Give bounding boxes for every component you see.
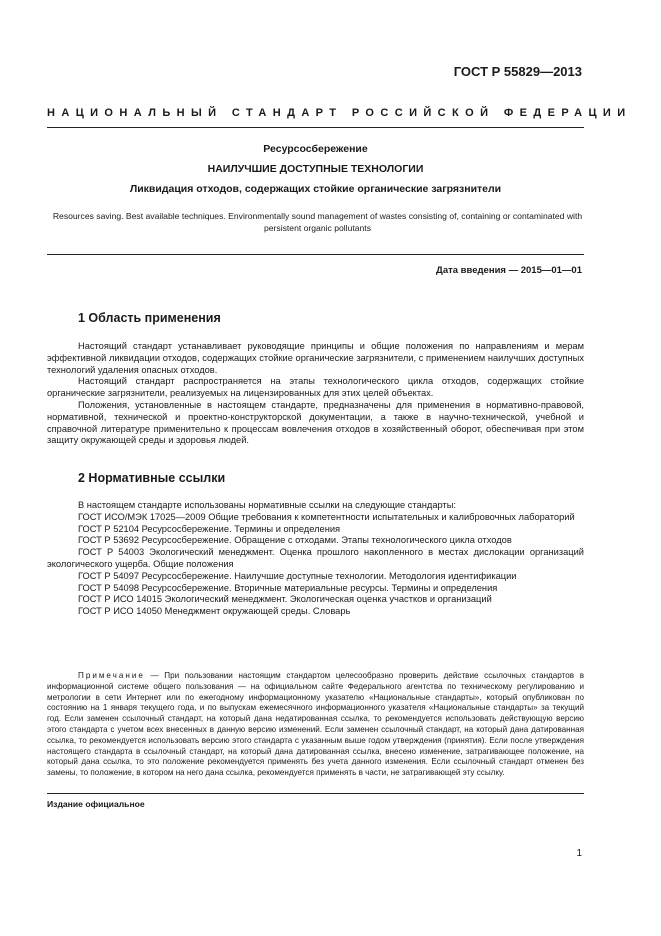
section-2-heading: 2 Нормативные ссылки xyxy=(78,471,226,485)
standard-code: ГОСТ Р 55829—2013 xyxy=(453,64,582,79)
section-1-paragraph: Настоящий стандарт устанавливает руководящие принципы и общие положения по направлениям и мерам эффективной ликвидации отходов, содержащих стойкие органические загрязнители, с применением наилучших доступных технологий удаления опасных отходов. xyxy=(47,341,584,375)
header-divider xyxy=(47,127,584,128)
title-line-2: НАИЛУЧШИЕ ДОСТУПНЫЕ ТЕХНОЛОГИИ xyxy=(207,163,424,175)
reference-item: ГОСТ Р 53692 Ресурсосбережение. Обращение с отходами. Этапы технологического цикла отходов xyxy=(78,535,512,546)
section-1-paragraph: Настоящий стандарт распространяется на этапы технологического цикла отходов, содержащих стойкие органические загрязнители, реализуемых на лицензированных для этих целей объектах. xyxy=(47,376,584,399)
references-intro: В настоящем стандарте использованы нормативные ссылки на следующие стандарты: xyxy=(78,500,457,510)
section-1-body xyxy=(47,341,584,447)
english-title: Resources saving. Best available techniques. Environmentally sound management of wastes consisting of, containing or contaminated with persistent organic pollutants xyxy=(52,211,583,233)
reference-item: ГОСТ Р ИСО 14015 Экологический менеджмент. Экологическая оценка участков и организаций xyxy=(78,594,492,605)
reference-item: ГОСТ ИСО/МЭК 17025—2009 Общие требования к компетентности испытательных и калибровочных лабораторий xyxy=(78,511,575,522)
reference-item: ГОСТ Р 52104 Ресурсосбережение. Термины и определения xyxy=(78,523,341,534)
note-text: — При пользовании настоящим стандартом целесообразно проверить действие ссылочных стандартов в информационной системе общего пользования — на официальном сайте Федерального агентства по техническому регулированию и метрологии в сети Интернет или по ежегодному информационному указателю «Национальные стандарты», который опубликован по состоянию на 1 января текущего года, и по выпускам ежемесячного информационного указателя «Национальные стандарты» за текущий год. Если заменен ссылочный стандарт, на который дана недатированная ссылка, то рекомендуется использовать действующую версию этого стандарта с учетом всех внесенных в данную версию изменений. Если заменен ссылочный стандарт, на который дана датированная ссылка, то рекомендуется использовать версию этого стандарта с указанным выше годом утверждения (принятия). Если после утверждения настоящего стандарта в ссылочный стандарт, на который дана датированная ссылка, внесено изменение, затрагивающее положение, на который дана ссылка, то это положение рекомендуется применять без учета данного изменения. Если ссылочный стандарт отменен без замены, то положение, в котором на него дана ссылка, рекомендуется применять в части, не затрагивающей эту ссылку. xyxy=(47,671,584,778)
title-divider xyxy=(47,254,584,255)
reference-item: ГОСТ Р 54003 Экологический менеджмент. Оценка прошлого накопленного в местах дислокации организаций экологического ущерба. Общие положения xyxy=(47,547,584,569)
references-note xyxy=(47,671,584,779)
page-number: 1 xyxy=(576,848,582,859)
reference-item: ГОСТ Р 54098 Ресурсосбережение. Вторичные материальные ресурсы. Термины и определения xyxy=(78,582,498,593)
title-line-3: Ликвидация отходов, содержащих стойкие органические загрязнители xyxy=(129,183,502,195)
official-edition-label: Издание официальное xyxy=(47,799,145,809)
section-2-body xyxy=(47,500,584,618)
introduction-date: Дата введения — 2015—01—01 xyxy=(436,265,582,276)
title-line-1: Ресурсосбережение xyxy=(263,143,368,155)
reference-item: ГОСТ Р ИСО 14050 Менеджмент окружающей среды. Словарь xyxy=(78,606,351,617)
footer-divider xyxy=(47,793,584,794)
section-1-paragraph: Положения, установленные в настоящем стандарте, предназначены для применения в нормативно-правовой, нормативной, технической и проектно-конструкторской документации, а также в научно-технической, учебной и справочной литературе применительно к процессам вовлечения отходов в хозяйственный оборот, обеспечивая при этом защиту окружающей среды и здоровья людей. xyxy=(47,399,584,446)
note-label: Примечание xyxy=(78,671,145,680)
reference-item: ГОСТ Р 54097 Ресурсосбережение. Наилучшие доступные технологии. Методология идентификации xyxy=(78,570,517,581)
national-standard-banner: НАЦИОНАЛЬНЫЙ СТАНДАРТ РОССИЙСКОЙ ФЕДЕРАЦИИ xyxy=(47,107,632,119)
section-1-heading: 1 Область применения xyxy=(78,311,221,325)
